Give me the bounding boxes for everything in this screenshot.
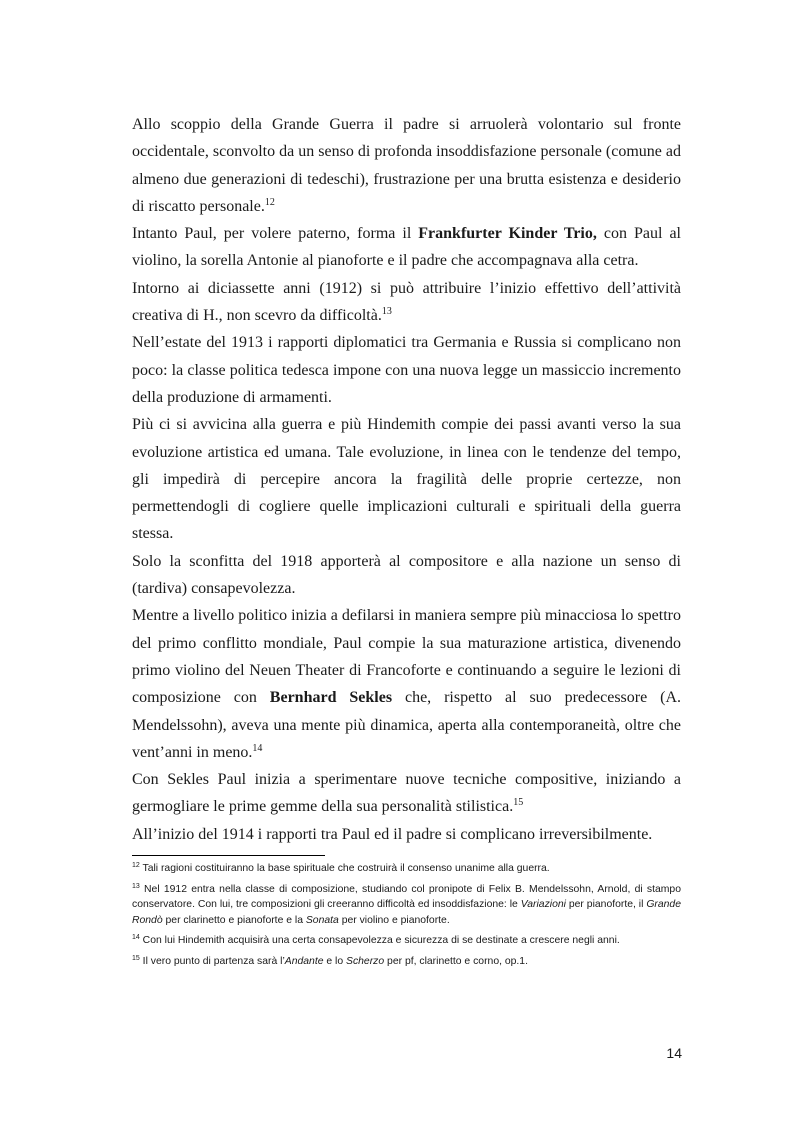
footnote-13: $^{13}$ Nel 1912 entra nella classe di composizione, studiando col pronipote di Felix B. Mendelssohn, Arnold, di stampo conservatore. Con lui, tre composizioni gli creeranno difficoltà ed insoddisfazione: le Variazioni per pianoforte, il Grande Rondò per clarinetto e pianoforte e la Sonata per violino e pianoforte.: [132, 882, 681, 926]
footnote-14: $^{14}$ Con lui Hindemith acquisirà una certa consapevolezza e sicurezza di se destinate a crescere negli anni.: [132, 934, 620, 947]
footnote-ref-12[interactable]: 12: [264, 196, 275, 208]
teacher-name: Bernhard Sekles: [269, 689, 393, 707]
footnote-separator: [132, 855, 325, 856]
trio-name: Frankfurter Kinder Trio,: [418, 225, 597, 243]
paragraph-3: Intorno ai diciassette anni (1912) si può attribuire l’inizio effettivo dell’attività creativa di H., non scevro da difficoltà.$^{13}$: [132, 279, 681, 325]
footnote-12: $^{12}$ Tali ragioni costituiranno la base spirituale che costruirà il consenso unanime alla guerra.: [132, 862, 550, 874]
footnote-ref-14[interactable]: 14: [252, 742, 263, 754]
paragraph-4: Nell’estate del 1913 i rapporti diplomatici tra Germania e Russia si complicano non poco: la classe politica tedesca impone con una nuova legge un massiccio incremento della produzione di armamenti.: [132, 334, 681, 406]
paragraph-5: Più ci si avvicina alla guerra e più Hindemith compie dei passi avanti verso la sua evoluzione artistica ed umana. Tale evoluzione, in linea con le tendenze del tempo, gli impedirà di percepire ancora la fragilità delle proprie certezze, non permettendogli di cogliere quelle implicazioni culturali e spirituali della guerra stessa.: [132, 416, 681, 543]
paragraph-8: Con Sekles Paul inizia a sperimentare nuove tecniche compositive, iniziando a germogliare le prime gemme della sua personalità stilistica.$^{15}$: [132, 771, 681, 816]
paragraph-1: Allo scoppio della Grande Guerra il padre si arruolerà volontario sul fronte occidentale, sconvolto da un senso di profonda insoddisfazione personale (comune ad almeno due generazioni di tedeschi), frustrazione per una brutta esistenza e desiderio di riscatto personale.$^{12}$: [132, 116, 681, 215]
paragraph-9: All’inizio del 1914 i rapporti tra Paul ed il padre si complicano irreversibilmente.: [132, 825, 653, 843]
page-number: 14: [666, 1045, 682, 1061]
footnote-ref-13[interactable]: 13: [381, 306, 392, 318]
footnotes: [132, 861, 681, 975]
paragraph-2: Intanto Paul, per volere paterno, forma il Frankfurter Kinder Trio, con Paul al violino, la sorella Antonie al pianoforte e il padre che accompagnava alla cetra.: [132, 225, 682, 270]
footnote-ref-15[interactable]: 15: [513, 797, 524, 809]
main-text: [132, 111, 681, 848]
paragraph-6: Solo la sconfitta del 1918 apporterà al compositore e alla nazione un senso di (tardiva) consapevolezza.: [132, 552, 681, 598]
paragraph-7: Mentre a livello politico inizia a defilarsi in maniera sempre più minacciosa lo spettro del primo conflitto mondiale, Paul compie la sua maturazione artistica, divenendo primo violino del Neuen Theater di Francoforte e continuando a seguire le lezioni di composizione con Bernhard Sekles che, rispetto al suo predecessore (A. Mendelssohn), aveva una mente più dinamica, aperta alla contemporaneità, oltre che vent’anni in meno.$^{14}$: [132, 607, 682, 761]
footnote-15: $^{15}$ Il vero punto di partenza sarà l’Andante e lo Scherzo per pf, clarinetto e corno, op.1.: [132, 954, 528, 967]
